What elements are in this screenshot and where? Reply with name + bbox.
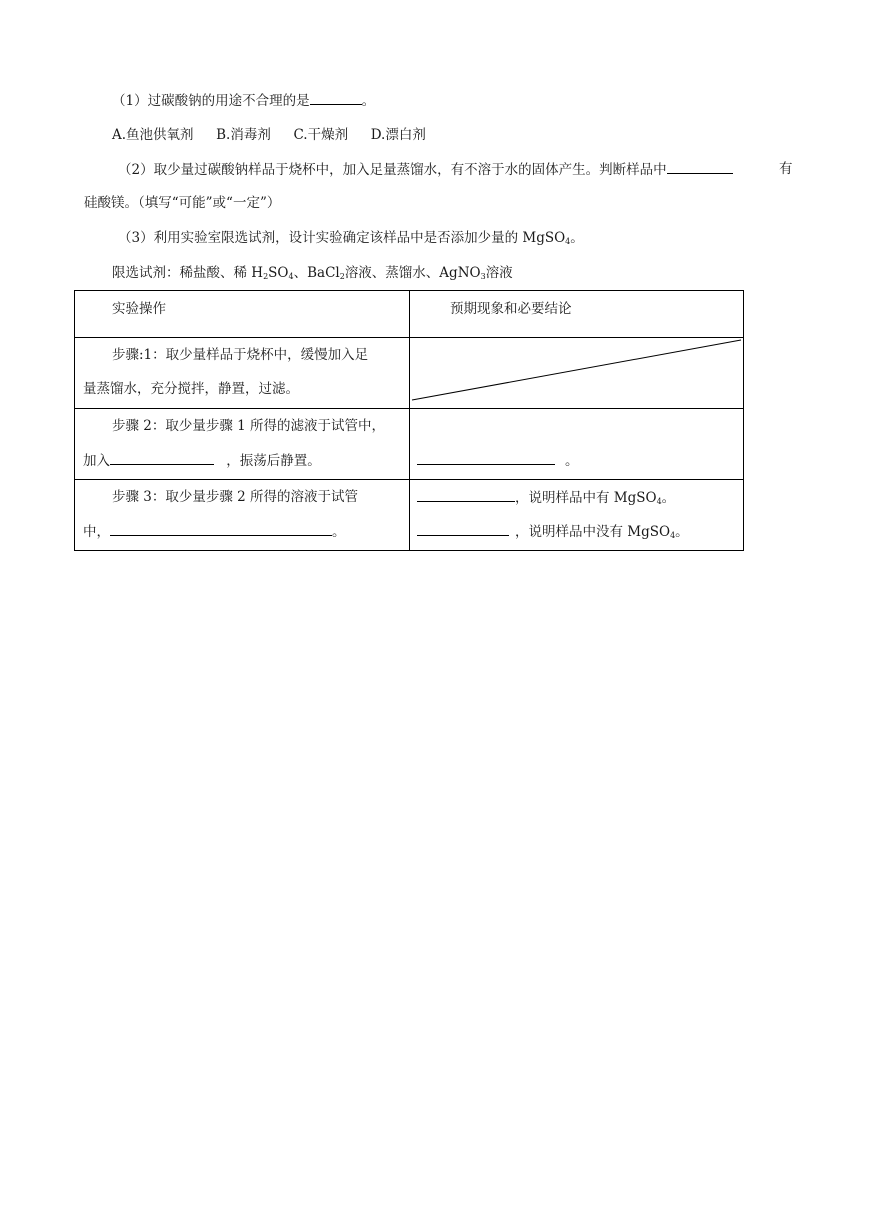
- question-3-text: （3）利用实验室限选试剂，设计实验确定该样品中是否添加少量的 MgSO: [118, 230, 566, 246]
- step3-result-has-sub: 4: [656, 497, 662, 506]
- question-1-text: （1）过碳酸钠的用途不合理的是: [112, 93, 310, 109]
- header-result-text: 预期现象和必要结论: [450, 301, 572, 317]
- question-1: [112, 90, 375, 111]
- step1-result-cell: [410, 338, 744, 409]
- table-row-step1: [75, 338, 744, 409]
- step2-line2: [83, 450, 321, 471]
- option-d: D.漂白剂: [370, 127, 426, 143]
- step2-result-cell: [410, 409, 744, 480]
- question-1-blank[interactable]: [310, 90, 362, 105]
- reagents-bacl-sub: 2: [339, 272, 345, 281]
- reagents-label: 限选试剂：稀盐酸、稀 H: [112, 265, 264, 281]
- step2-result-end: 。: [565, 453, 579, 469]
- reagents-bacl: 、BaCl: [293, 265, 340, 281]
- question-2-line2: 硅酸镁。（填写“可能”或“一定”）: [84, 195, 281, 211]
- header-operation-text: 实验操作: [112, 301, 166, 317]
- question-2-blank[interactable]: [667, 159, 733, 174]
- step3-result-none-blank[interactable]: [417, 521, 509, 536]
- header-cell-result: [410, 291, 744, 338]
- question-3-end: 。: [570, 230, 584, 246]
- table-row-step3: [75, 480, 744, 551]
- question-3: [118, 228, 584, 248]
- question-2-after: 有: [779, 161, 793, 177]
- reagents-so: SO: [268, 265, 289, 281]
- option-c: C.干燥剂: [293, 127, 349, 143]
- step3-result-none-sub: 4: [670, 531, 676, 540]
- step3-result-cell: [410, 480, 744, 551]
- step2-shake-text: ，振荡后静置。: [226, 453, 321, 469]
- reagents-so-sub: 4: [288, 272, 294, 281]
- step3-operation-cell: [75, 480, 410, 551]
- reagents-ag-sub: 3: [480, 272, 486, 281]
- question-2-text: （2）取少量过碳酸钠样品于烧杯中，加入足量蒸馏水，有不溶于水的固体产生。判断样品中: [118, 162, 667, 178]
- step1-operation-cell: [75, 338, 410, 409]
- step3-result-none-end: 。: [675, 524, 689, 540]
- step3-line1: 步骤 3：取少量步骤 2 所得的溶液于试管: [112, 489, 359, 505]
- step2-reagent-blank[interactable]: [110, 450, 214, 465]
- question-2: [118, 159, 733, 180]
- option-b: B.消毒剂: [216, 127, 271, 143]
- table-row-step2: [75, 409, 744, 480]
- reagents-rest: 溶液、蒸馏水、AgNO: [344, 265, 481, 281]
- option-a: A.鱼池供氧剂: [112, 127, 194, 143]
- step3-result-has-blank[interactable]: [417, 487, 515, 502]
- step2-line1: 步骤 2：取少量步骤 1 所得的滤液于试管中，: [112, 418, 386, 434]
- experiment-table: [74, 290, 744, 551]
- step3-result-has-end: 。: [661, 490, 676, 506]
- reagents-end: 溶液: [485, 265, 513, 281]
- step3-operation-blank[interactable]: [110, 521, 332, 536]
- header-cell-operation: [75, 291, 410, 338]
- step2-operation-cell: [75, 409, 410, 480]
- step3-result-none: [417, 521, 689, 542]
- step1-line1: 步骤:1：取少量样品于烧杯中，缓慢加入足: [112, 347, 369, 363]
- step2-add-label: 加入: [83, 453, 110, 469]
- question-1-end: 。: [361, 93, 376, 109]
- step3-result-has-text: ，说明样品中有 MgSO: [515, 490, 657, 506]
- step3-line2: [83, 521, 346, 542]
- reagents-h2-sub: 2: [263, 272, 269, 281]
- question-3-sub: 4: [565, 237, 571, 246]
- step1-line2: 量蒸馏水，充分搅拌，静置，过滤。: [83, 381, 299, 397]
- diagonal-line: [410, 338, 744, 408]
- reagents-line: [112, 263, 513, 283]
- table-header-row: [75, 291, 744, 338]
- question-1-options: [112, 125, 426, 145]
- step3-result-has: [417, 487, 675, 508]
- step2-result: [417, 450, 579, 471]
- step2-result-blank[interactable]: [417, 450, 555, 465]
- step3-result-none-text: ，说明样品中没有 MgSO: [515, 524, 671, 540]
- step3-middle-label: 中，: [83, 524, 110, 540]
- step3-end: 。: [332, 524, 346, 540]
